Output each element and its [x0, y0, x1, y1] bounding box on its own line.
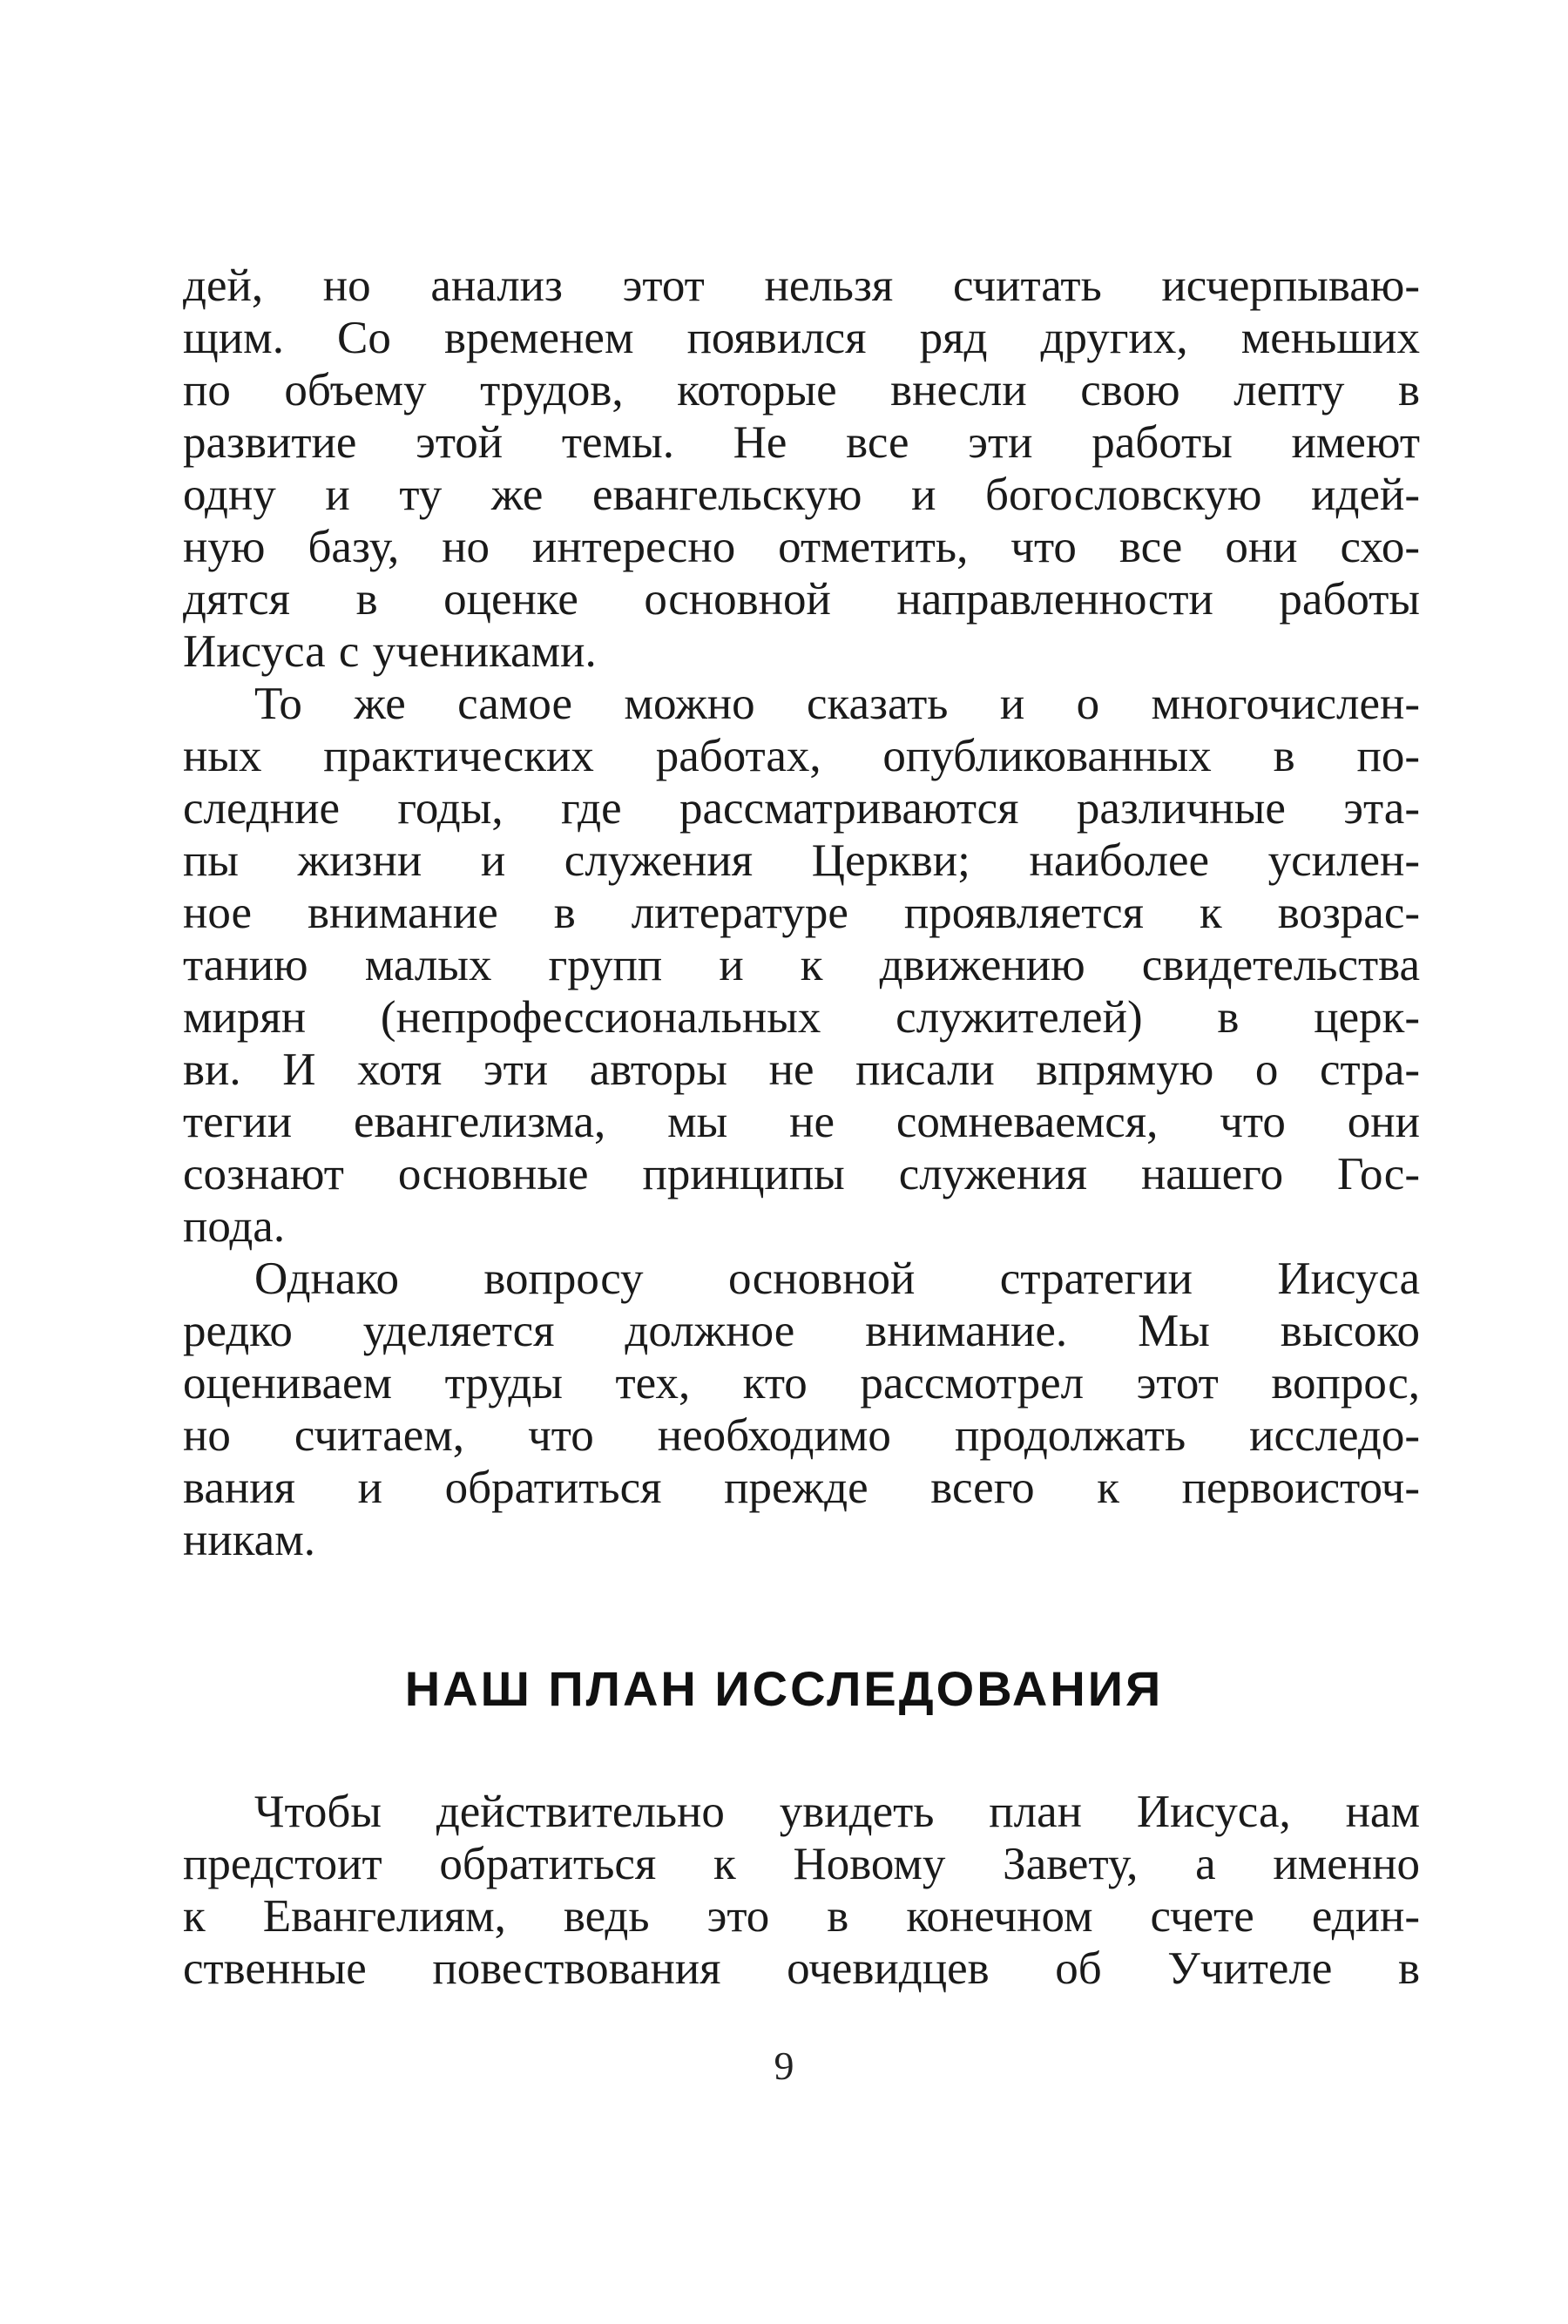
text-line: ное внимание в литературе проявляется к возрас-	[183, 888, 1420, 938]
text-line: сознают основные принципы служения нашего Гос-	[183, 1149, 1420, 1199]
text-line: мирян (непрофессиональных служителей) в церк-	[183, 992, 1420, 1043]
paragraph-2	[183, 678, 1420, 1253]
page-number: 9	[774, 2044, 794, 2088]
text-line: пода.	[183, 1201, 286, 1252]
text-line: Однако вопросу основной стратегии Иисуса	[254, 1253, 1420, 1304]
text-line: ную базу, но интересно отметить, что все они схо-	[183, 522, 1420, 572]
text-line: тегии евангелизма, мы не сомневаемся, что они	[183, 1097, 1420, 1147]
text-line: Чтобы действительно увидеть план Иисуса, нам	[254, 1787, 1420, 1837]
text-line: Иисуса с учениками.	[183, 626, 597, 677]
text-line: танию малых групп и к движению свидетельства	[183, 940, 1420, 990]
text-line: редко уделяется должное внимание. Мы высоко	[183, 1306, 1420, 1356]
text-line: по объему трудов, которые внесли свою лепту в	[183, 365, 1420, 415]
paragraph-1	[183, 260, 1420, 678]
text-line: ственные повествования очевидцев об Учителе в	[183, 1943, 1420, 1994]
text-line: предстоит обратиться к Новому Завету, а именно	[183, 1839, 1420, 1889]
text-line: никам.	[183, 1515, 315, 1565]
text-line: ных практических работах, опубликованных в по-	[183, 731, 1420, 781]
text-line: пы жизни и служения Церкви; наиболее усилен-	[183, 835, 1420, 886]
paragraph-4	[183, 1786, 1420, 1995]
text-line: к Евангелиям, ведь это в конечном счете един-	[183, 1891, 1420, 1942]
text-line: дятся в оценке основной направленности работы	[183, 574, 1420, 625]
text-line: следние годы, где рассматриваются различные эта-	[183, 783, 1420, 834]
text-line: ви. И хотя эти авторы не писали впрямую о стра-	[183, 1044, 1420, 1095]
text-line: одну и ту же евангельскую и богословскую идей-	[183, 470, 1420, 520]
paragraph-3	[183, 1253, 1420, 1566]
text-line: щим. Со временем появился ряд других, меньших	[183, 313, 1420, 363]
section-heading: НАШ ПЛАН ИССЛЕДОВАНИЯ	[404, 1661, 1164, 1716]
text-line: То же самое можно сказать и о многочислен-	[254, 679, 1420, 729]
text-line: вания и обратиться прежде всего к первоисточ-	[183, 1463, 1420, 1513]
text-line: развитие этой темы. Не все эти работы имеют	[183, 417, 1420, 468]
text-line: но считаем, что необходимо продолжать исследо-	[183, 1410, 1420, 1461]
text-line: оцениваем труды тех, кто рассмотрел этот вопрос,	[183, 1358, 1420, 1409]
text-line: дей, но анализ этот нельзя считать исчерпываю-	[183, 260, 1420, 311]
